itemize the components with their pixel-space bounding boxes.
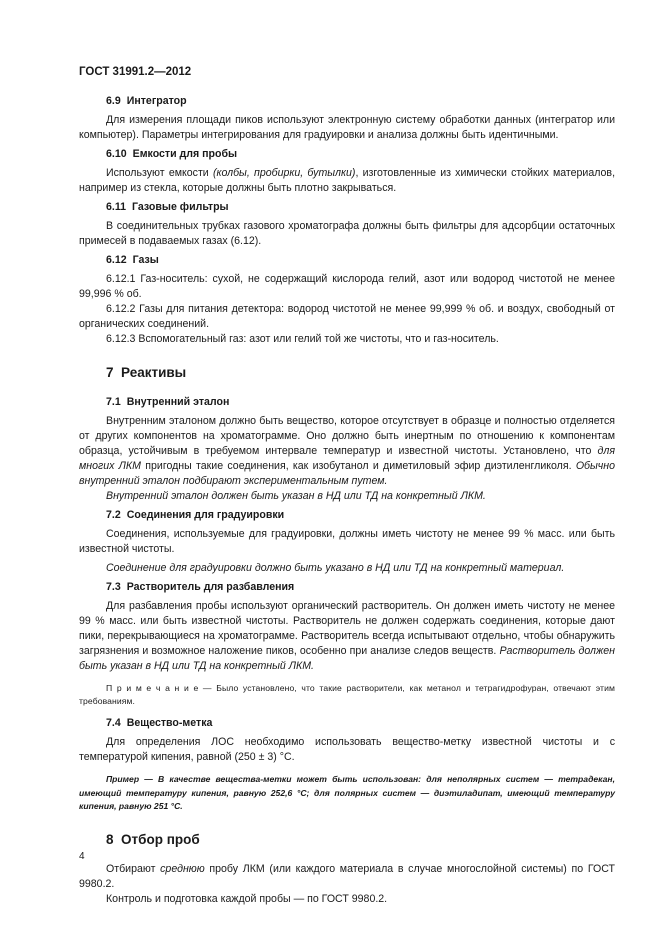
section-6-12-2-text: 6.12.2 Газы для питания детектора: водород чистотой не менее 99,999 % об. и воздух, свободный от органических соединений. bbox=[79, 303, 615, 330]
section-8-text-2: Контроль и подготовка каждой пробы — по ГОСТ 9980.2. bbox=[106, 892, 388, 905]
section-7-3-heading bbox=[106, 580, 615, 595]
page-number: 4 bbox=[79, 851, 85, 862]
section-title: Реактивы bbox=[121, 365, 187, 380]
italic-span: Растворитель должен быть указан в НД или ТД на конкретный ЛКМ. bbox=[79, 645, 616, 672]
section-title: Емкости для пробы bbox=[132, 148, 238, 160]
section-6-9-text: Для измерения площади пиков используют электронную систему обработки данных (интегратор или компьютер). Параметры интегрирования для градуировки и анализа должны быть идентичными. bbox=[79, 114, 615, 141]
section-number: 7.3 bbox=[106, 581, 121, 593]
italic-span: среднюю bbox=[160, 862, 205, 875]
section-number: 6.9 bbox=[106, 95, 121, 107]
section-title: Газы bbox=[132, 254, 159, 266]
section-7-4-example: Пример — В качестве вещества-метки может быть использован: для неполярных систем — тетрадекан, имеющий температуру кипения, равную 252,6 °С; для полярных систем — диэтиладипат, имеющий температуру кипения, равную 251 °С. bbox=[79, 774, 615, 811]
section-title: Отбор проб bbox=[121, 831, 200, 847]
section-number: 8 bbox=[106, 831, 114, 847]
document-body bbox=[79, 94, 615, 907]
section-7-2-text: Соединения, используемые для градуировки, должны иметь чистоту не менее 99 % масс. или быть известной чистоты. bbox=[79, 528, 615, 555]
text-span: пробу ЛКМ (или каждого материала в случае многослойной системы) по ГОСТ 9980.2. bbox=[79, 862, 615, 890]
section-6-12-3-text: 6.12.3 Вспомогательный газ: азот или гелий той же чистоты, что и газ-носитель. bbox=[106, 333, 499, 345]
section-7-3-text bbox=[79, 599, 615, 674]
section-6-11-heading bbox=[106, 200, 615, 215]
section-number: 6.11 bbox=[106, 201, 127, 213]
section-title: Газовые фильтры bbox=[132, 201, 229, 213]
section-8-heading bbox=[106, 830, 615, 850]
text-span: Для разбавления пробы используют органический растворитель. Он должен иметь чистоту не менее 99 % масс. или быть известной чистоты. Растворитель не должен содержать соединения, которые дают пики, перекрывающиеся на хроматограмме. Растворитель всегда испытывают отдельно, чтобы обнаружить загрязнения и возможное наложение пиков, особенно при анализе следов веществ. bbox=[79, 600, 615, 657]
section-8-text bbox=[79, 862, 615, 892]
section-6-10-heading bbox=[106, 147, 615, 162]
text-span: Используют емкости bbox=[106, 167, 213, 179]
section-title: Внутренний эталон bbox=[126, 396, 230, 408]
text-span: пригодны такие соединения, как изобутанол и диметиловый эфир диэтиленгликоля. bbox=[141, 460, 576, 472]
section-7-2-heading bbox=[106, 508, 615, 523]
section-title: Соединения для градуировки bbox=[126, 509, 285, 521]
section-7-2-note: Соединение для градуировки должно быть указано в НД или ТД на конкретный материал. bbox=[106, 562, 565, 574]
section-number: 7.2 bbox=[106, 509, 121, 521]
section-7-1-text bbox=[79, 414, 615, 489]
section-title: Интегратор bbox=[126, 95, 187, 107]
section-title: Растворитель для разбавления bbox=[126, 581, 295, 593]
section-number: 6.12 bbox=[106, 254, 127, 266]
section-7-1-note: Внутренний эталон должен быть указан в НД или ТД на конкретный ЛКМ. bbox=[106, 490, 486, 502]
text-span: , изготовленные из химически стойких материалов, например из стекла, которые должны быть плотно закрываться. bbox=[79, 167, 616, 194]
section-7-heading bbox=[106, 363, 615, 383]
section-title: Вещество-метка bbox=[126, 717, 213, 729]
section-number: 7.1 bbox=[106, 396, 121, 408]
section-6-11-text: В соединительных трубках газового хроматографа должны быть фильтры для адсорбции остаточных примесей в подаваемых газах (6.12). bbox=[79, 220, 615, 247]
italic-span: Обычно внутренний эталон подбирают экспериментальным путем. bbox=[79, 460, 616, 487]
section-number: 7.4 bbox=[106, 717, 121, 729]
section-6-12-1-text: 6.12.1 Газ-носитель: сухой, не содержащий кислорода гелий, азот или водород чистотой не менее 99,996 % об. bbox=[79, 273, 615, 300]
section-7-3-remark: П р и м е ч а н и е — Было установлено, что такие растворители, как метанол и тетрагидрофуран, отвечают этим требованиям. bbox=[79, 683, 615, 706]
section-number: 7 bbox=[106, 365, 114, 380]
section-number: 6.10 bbox=[106, 148, 127, 160]
section-7-4-heading bbox=[106, 716, 615, 731]
section-6-9-heading bbox=[106, 94, 615, 109]
document-header: ГОСТ 31991.2—2012 bbox=[79, 66, 192, 78]
section-7-1-heading bbox=[106, 395, 615, 410]
section-6-10-text bbox=[79, 166, 615, 196]
section-6-12-heading bbox=[106, 253, 615, 268]
italic-span: (колбы, пробирки, бутылки) bbox=[212, 167, 356, 179]
text-span: Отбирают bbox=[106, 862, 161, 875]
italic-span: для многих ЛКМ bbox=[79, 445, 615, 472]
text-span: Внутренним эталоном должно быть вещество, которое отсутствует в образце и полностью отделяется от других компонентов на хроматограмме. Оно должно быть инертным по отношению к компонентам образца, устойчивым в требуемом интервале температур и известной чистоты. Установлено, что bbox=[79, 415, 615, 457]
section-7-4-text: Для определения ЛОС необходимо использовать вещество-метку известной чистоты и с температурой кипения, равной (250 ± 3) °С. bbox=[79, 736, 615, 763]
